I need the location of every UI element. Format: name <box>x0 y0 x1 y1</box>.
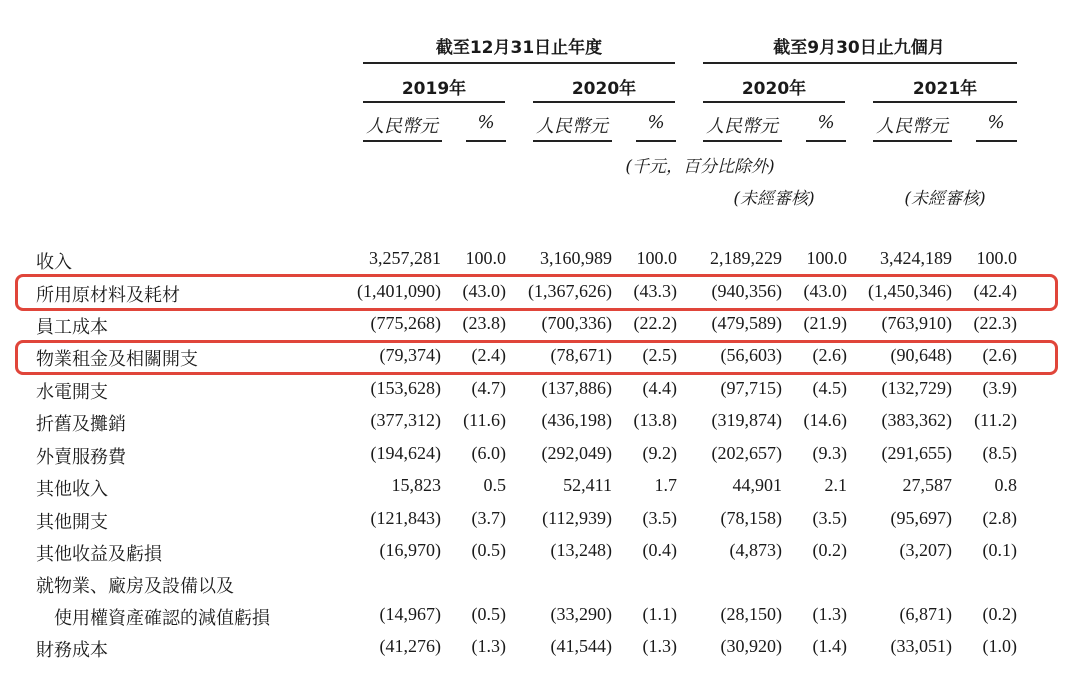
amount-cell: (3,207) <box>899 540 952 560</box>
row-label: 收入 <box>36 252 72 273</box>
percent-cell: (43.3) <box>633 281 677 301</box>
percent-cell: (4.7) <box>471 378 506 398</box>
amount-cell: (33,290) <box>550 604 612 624</box>
period-nine-months-header: 截至9月30日止九個月 <box>773 38 945 58</box>
amount-cell: (56,603) <box>720 345 782 365</box>
year-2020-full-rule <box>533 101 675 103</box>
percent-cell: (13.8) <box>633 410 677 430</box>
amount-cell: (153,628) <box>370 378 441 398</box>
amount-cell: (97,715) <box>720 378 782 398</box>
unit-rule <box>636 140 676 142</box>
units-note: (千元，百分比除外) <box>625 157 775 177</box>
amount-cell: (319,874) <box>711 410 782 430</box>
row-label: 財務成本 <box>36 640 108 661</box>
amount-cell: 3,160,989 <box>540 248 612 268</box>
amount-cell: (292,049) <box>541 443 612 463</box>
year-header-2021: 2021年 <box>912 79 978 99</box>
percent-cell: (21.9) <box>803 313 847 333</box>
amount-cell: (95,697) <box>890 508 952 528</box>
percent-cell: (23.8) <box>462 313 506 333</box>
currency-label: 人民幣元 <box>536 116 608 137</box>
percent-cell: (1.3) <box>812 604 847 624</box>
percent-cell: (2.6) <box>982 345 1017 365</box>
year-header-2020-nine: 2020年 <box>741 79 807 99</box>
percent-cell: (4.5) <box>812 378 847 398</box>
year-header-2020-full: 2020年 <box>571 79 637 99</box>
amount-cell: (30,920) <box>720 636 782 656</box>
year-2019-rule <box>363 101 505 103</box>
currency-label: 人民幣元 <box>876 116 948 137</box>
percent-cell: (2.6) <box>812 345 847 365</box>
amount-cell: (4,873) <box>729 540 782 560</box>
percent-cell: (2.8) <box>982 508 1017 528</box>
year-header-2019: 2019年 <box>401 79 467 99</box>
amount-cell: 3,257,281 <box>369 248 441 268</box>
percent-cell: (0.2) <box>812 540 847 560</box>
row-label: 外賣服務費 <box>36 447 126 468</box>
percent-cell: (22.2) <box>633 313 677 333</box>
percent-cell: 1.7 <box>654 475 677 495</box>
amount-cell: (28,150) <box>720 604 782 624</box>
percent-cell: (6.0) <box>471 443 506 463</box>
percent-cell: (3.9) <box>982 378 1017 398</box>
amount-cell: (202,657) <box>711 443 782 463</box>
amount-cell: (137,886) <box>541 378 612 398</box>
amount-cell: (79,374) <box>379 345 441 365</box>
amount-cell: (377,312) <box>370 410 441 430</box>
percent-cell: (1.3) <box>642 636 677 656</box>
amount-cell: (700,336) <box>541 313 612 333</box>
row-label: 使用權資產確認的減值虧損 <box>54 608 270 629</box>
percent-cell: (14.6) <box>803 410 847 430</box>
row-label: 水電開支 <box>36 382 108 403</box>
row-label: 員工成本 <box>36 317 108 338</box>
unit-rule <box>806 140 846 142</box>
amount-cell: (112,939) <box>542 508 612 528</box>
amount-cell: (940,356) <box>711 281 782 301</box>
amount-cell: (14,967) <box>379 604 441 624</box>
percent-cell: (11.2) <box>974 410 1017 430</box>
percent-cell: (3.7) <box>471 508 506 528</box>
amount-cell: 3,424,189 <box>880 248 952 268</box>
percent-cell: (0.4) <box>642 540 677 560</box>
unit-rule <box>466 140 506 142</box>
percent-cell: 0.5 <box>483 475 506 495</box>
percent-cell: (1.1) <box>642 604 677 624</box>
percent-cell: (9.2) <box>642 443 677 463</box>
row-label: 物業租金及相關開支 <box>36 349 198 370</box>
percent-cell: 2.1 <box>824 475 847 495</box>
percent-cell: (8.5) <box>982 443 1017 463</box>
percent-cell: 0.8 <box>994 475 1017 495</box>
percent-cell: (1.4) <box>812 636 847 656</box>
percent-label: % <box>647 112 665 133</box>
unit-rule <box>703 140 782 142</box>
amount-cell: (436,198) <box>541 410 612 430</box>
percent-cell: (0.5) <box>471 604 506 624</box>
amount-cell: (6,871) <box>899 604 952 624</box>
percent-cell: (43.0) <box>803 281 847 301</box>
percent-label: % <box>477 112 495 133</box>
unit-rule <box>533 140 612 142</box>
percent-label: % <box>987 112 1005 133</box>
row-label: 就物業、廠房及設備以及 <box>36 576 234 597</box>
amount-cell: (78,671) <box>550 345 612 365</box>
amount-cell: (16,970) <box>379 540 441 560</box>
percent-cell: 100.0 <box>465 248 506 268</box>
row-label: 其他開支 <box>36 512 108 533</box>
amount-cell: (90,648) <box>890 345 952 365</box>
unaudited-note-2021: (未經審核) <box>904 189 986 209</box>
amount-cell: 44,901 <box>732 475 782 495</box>
period-full-year-rule <box>363 62 675 64</box>
percent-cell: (0.1) <box>982 540 1017 560</box>
percent-cell: (2.4) <box>471 345 506 365</box>
amount-cell: (383,362) <box>881 410 952 430</box>
amount-cell: (479,589) <box>711 313 782 333</box>
unit-rule <box>873 140 952 142</box>
row-label: 其他收益及虧損 <box>36 544 162 565</box>
percent-cell: (9.3) <box>812 443 847 463</box>
amount-cell: (1,367,626) <box>528 281 612 301</box>
amount-cell: 27,587 <box>902 475 952 495</box>
highlight-box-raw-materials <box>15 274 1058 311</box>
percent-cell: (1.0) <box>982 636 1017 656</box>
percent-cell: (0.2) <box>982 604 1017 624</box>
amount-cell: 52,411 <box>563 475 612 495</box>
amount-cell: (121,843) <box>370 508 441 528</box>
amount-cell: 2,189,229 <box>710 248 782 268</box>
percent-cell: (42.4) <box>973 281 1017 301</box>
percent-cell: 100.0 <box>636 248 677 268</box>
unaudited-note-2020: (未經審核) <box>733 189 815 209</box>
amount-cell: (41,544) <box>550 636 612 656</box>
row-label: 所用原材料及耗材 <box>36 285 180 306</box>
amount-cell: (33,051) <box>890 636 952 656</box>
percent-cell: (3.5) <box>812 508 847 528</box>
percent-cell: (4.4) <box>642 378 677 398</box>
period-full-year-header: 截至12月31日止年度 <box>435 38 603 58</box>
row-label: 其他收入 <box>36 479 108 500</box>
unit-rule <box>363 140 442 142</box>
amount-cell: (1,401,090) <box>357 281 441 301</box>
percent-cell: (22.3) <box>973 313 1017 333</box>
amount-cell: (132,729) <box>881 378 952 398</box>
currency-label: 人民幣元 <box>366 116 438 137</box>
percent-cell: (11.6) <box>463 410 506 430</box>
row-label: 折舊及攤銷 <box>36 414 126 435</box>
percent-cell: 100.0 <box>976 248 1017 268</box>
percent-cell: (2.5) <box>642 345 677 365</box>
percent-cell: (0.5) <box>471 540 506 560</box>
percent-cell: 100.0 <box>806 248 847 268</box>
amount-cell: (1,450,346) <box>868 281 952 301</box>
amount-cell: (763,910) <box>881 313 952 333</box>
amount-cell: 15,823 <box>391 475 441 495</box>
year-2020-nine-rule <box>703 101 845 103</box>
unit-rule <box>976 140 1017 142</box>
amount-cell: (775,268) <box>370 313 441 333</box>
amount-cell: (78,158) <box>720 508 782 528</box>
amount-cell: (41,276) <box>379 636 441 656</box>
amount-cell: (291,655) <box>881 443 952 463</box>
year-2021-rule <box>873 101 1017 103</box>
percent-cell: (3.5) <box>642 508 677 528</box>
currency-label: 人民幣元 <box>706 116 778 137</box>
highlight-box-property-rent <box>15 340 1058 375</box>
percent-label: % <box>817 112 835 133</box>
percent-cell: (43.0) <box>462 281 506 301</box>
period-nine-months-rule <box>703 62 1017 64</box>
percent-cell: (1.3) <box>471 636 506 656</box>
amount-cell: (13,248) <box>550 540 612 560</box>
amount-cell: (194,624) <box>370 443 441 463</box>
